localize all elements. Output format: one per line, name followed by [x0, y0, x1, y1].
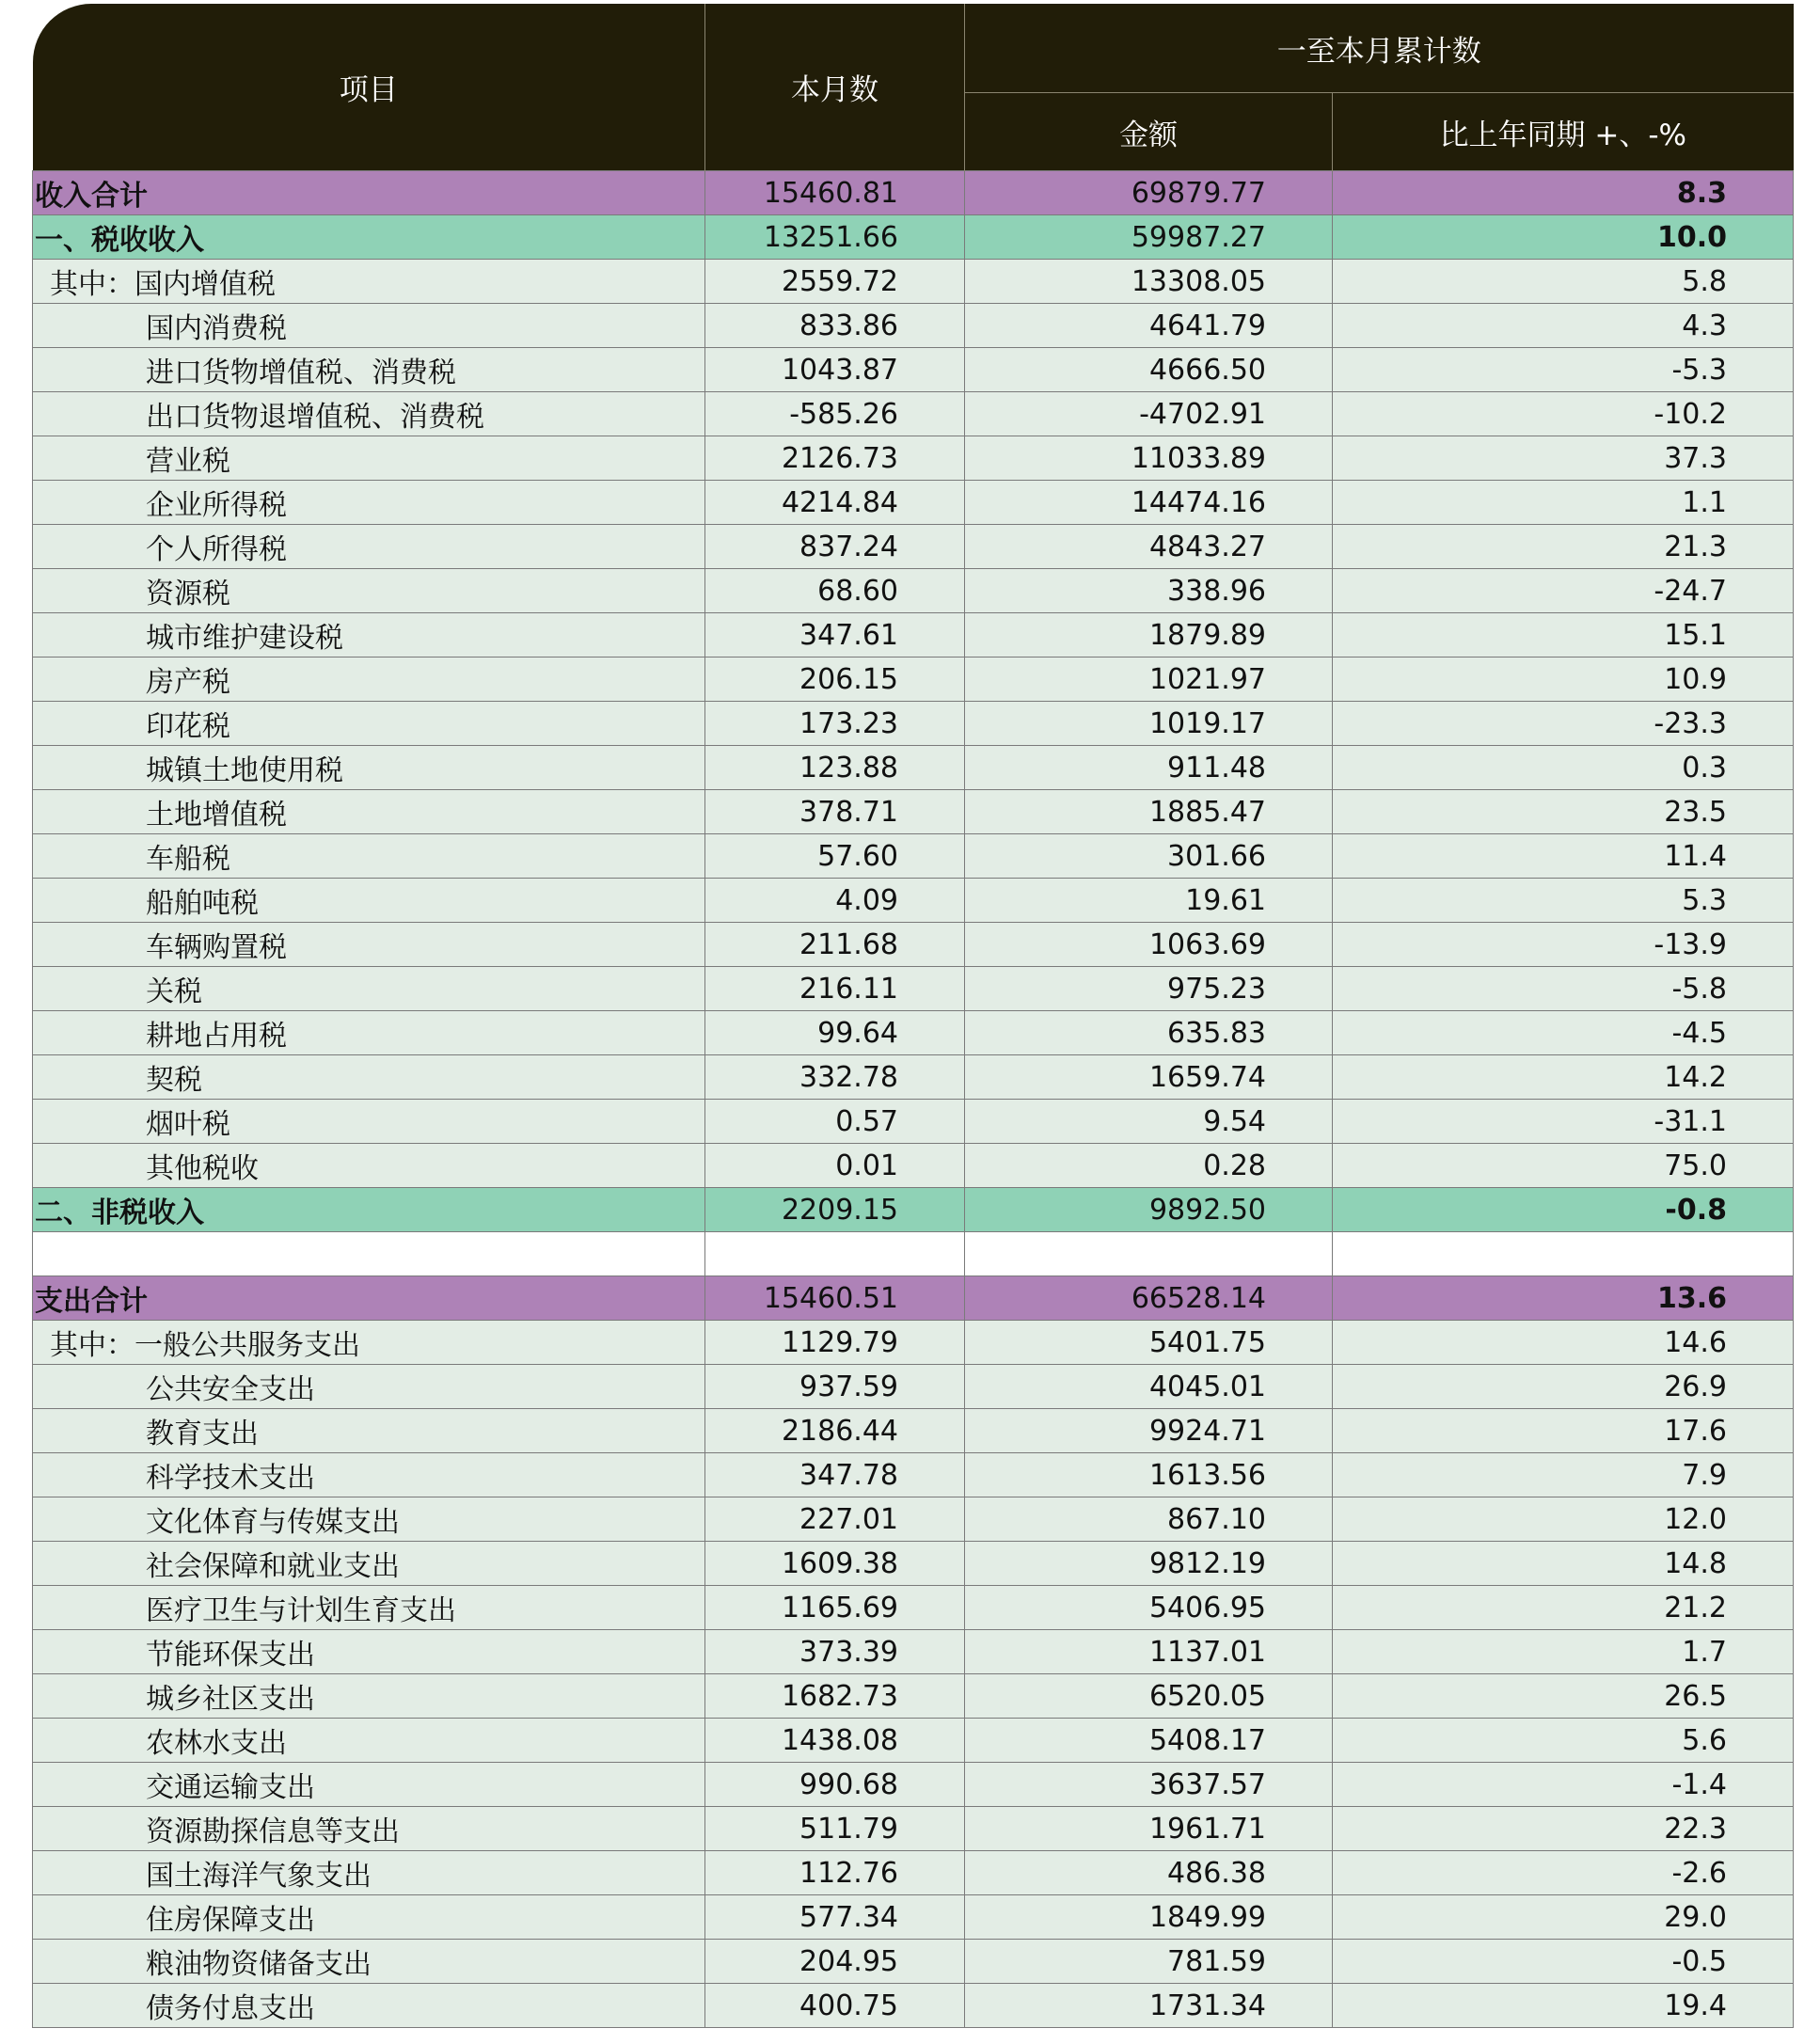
month-value: 216.11	[705, 967, 965, 1011]
row-label: 企业所得税	[33, 481, 705, 525]
row-label: 船舶吨税	[33, 879, 705, 923]
month-value: 1043.87	[705, 348, 965, 392]
table-row	[33, 304, 1794, 348]
table-row	[33, 1365, 1794, 1409]
yoy-change: 23.5	[1333, 790, 1794, 834]
yoy-change: 22.3	[1333, 1807, 1794, 1851]
table-row	[33, 436, 1794, 481]
table-row	[33, 702, 1794, 746]
table-header	[33, 4, 1794, 171]
month-value: 68.60	[705, 569, 965, 613]
month-value: 211.68	[705, 923, 965, 967]
cumulative-amount: 59987.27	[965, 215, 1333, 260]
cumulative-amount: 0.28	[965, 1144, 1333, 1188]
month-value: 1129.79	[705, 1321, 965, 1365]
month-value: 577.34	[705, 1895, 965, 1940]
yoy-change: 8.3	[1333, 171, 1794, 215]
row-label: 其他税收	[33, 1144, 705, 1188]
table-row	[33, 1674, 1794, 1719]
month-value: 837.24	[705, 525, 965, 569]
header-item: 项目	[33, 4, 705, 171]
table-row	[33, 1851, 1794, 1895]
fiscal-table	[32, 4, 1794, 2028]
yoy-change: 19.4	[1333, 1984, 1794, 2028]
yoy-change: 12.0	[1333, 1497, 1794, 1542]
yoy-change: -0.5	[1333, 1940, 1794, 1984]
row-label: 关税	[33, 967, 705, 1011]
cumulative-amount: 4045.01	[965, 1365, 1333, 1409]
month-value: 4214.84	[705, 481, 965, 525]
yoy-change: 11.4	[1333, 834, 1794, 879]
table-row	[33, 1100, 1794, 1144]
month-value: 1438.08	[705, 1719, 965, 1763]
month-value: 15460.51	[705, 1276, 965, 1321]
yoy-change: -31.1	[1333, 1100, 1794, 1144]
cumulative-amount: 9.54	[965, 1100, 1333, 1144]
yoy-change: -23.3	[1333, 702, 1794, 746]
row-label: 医疗卫生与计划生育支出	[33, 1586, 705, 1630]
yoy-change: -5.8	[1333, 967, 1794, 1011]
row-label: 住房保障支出	[33, 1895, 705, 1940]
month-value: 400.75	[705, 1984, 965, 2028]
row-label: 烟叶税	[33, 1100, 705, 1144]
cumulative-amount: 486.38	[965, 1851, 1333, 1895]
month-value: 123.88	[705, 746, 965, 790]
cumulative-amount: -4702.91	[965, 392, 1333, 436]
yoy-change: 14.6	[1333, 1321, 1794, 1365]
category-row	[33, 1188, 1794, 1232]
yoy-change	[1333, 1232, 1794, 1276]
cumulative-amount: 911.48	[965, 746, 1333, 790]
table-row	[33, 348, 1794, 392]
row-label: 契税	[33, 1055, 705, 1100]
month-value: 2559.72	[705, 260, 965, 304]
yoy-change: -4.5	[1333, 1011, 1794, 1055]
month-value: 112.76	[705, 1851, 965, 1895]
category-row	[33, 215, 1794, 260]
yoy-change: 21.2	[1333, 1586, 1794, 1630]
month-value: 204.95	[705, 1940, 965, 1984]
table-row	[33, 260, 1794, 304]
month-value: 373.39	[705, 1630, 965, 1674]
cumulative-amount	[965, 1232, 1333, 1276]
month-value: 173.23	[705, 702, 965, 746]
yoy-change: 5.3	[1333, 879, 1794, 923]
cumulative-amount: 9812.19	[965, 1542, 1333, 1586]
cumulative-amount: 781.59	[965, 1940, 1333, 1984]
month-value: 1165.69	[705, 1586, 965, 1630]
cumulative-amount: 5401.75	[965, 1321, 1333, 1365]
table-row	[33, 879, 1794, 923]
cumulative-amount: 66528.14	[965, 1276, 1333, 1321]
yoy-change: -5.3	[1333, 348, 1794, 392]
cumulative-amount: 4641.79	[965, 304, 1333, 348]
cumulative-amount: 14474.16	[965, 481, 1333, 525]
row-label: 社会保障和就业支出	[33, 1542, 705, 1586]
yoy-change: -0.8	[1333, 1188, 1794, 1232]
yoy-change: 4.3	[1333, 304, 1794, 348]
month-value: 13251.66	[705, 215, 965, 260]
yoy-change: 29.0	[1333, 1895, 1794, 1940]
row-label: 资源税	[33, 569, 705, 613]
total-row	[33, 1276, 1794, 1321]
cumulative-amount: 1731.34	[965, 1984, 1333, 2028]
yoy-change: -2.6	[1333, 1851, 1794, 1895]
month-value: 2126.73	[705, 436, 965, 481]
table-row	[33, 569, 1794, 613]
yoy-change: 7.9	[1333, 1453, 1794, 1497]
table-body	[33, 171, 1794, 2028]
cumulative-amount: 3637.57	[965, 1763, 1333, 1807]
yoy-change: 1.7	[1333, 1630, 1794, 1674]
yoy-change: 75.0	[1333, 1144, 1794, 1188]
table-row	[33, 746, 1794, 790]
cumulative-amount: 9924.71	[965, 1409, 1333, 1453]
yoy-change: 26.9	[1333, 1365, 1794, 1409]
cumulative-amount: 4843.27	[965, 525, 1333, 569]
header-amount: 金额	[965, 93, 1333, 171]
yoy-change: -1.4	[1333, 1763, 1794, 1807]
month-value: 1609.38	[705, 1542, 965, 1586]
table-row	[33, 613, 1794, 658]
table-row	[33, 1453, 1794, 1497]
yoy-change: 13.6	[1333, 1276, 1794, 1321]
month-value: 0.57	[705, 1100, 965, 1144]
row-label: 文化体育与传媒支出	[33, 1497, 705, 1542]
table-row	[33, 1630, 1794, 1674]
spacer-row	[33, 1232, 1794, 1276]
row-label: 交通运输支出	[33, 1763, 705, 1807]
yoy-change: 21.3	[1333, 525, 1794, 569]
row-label: 营业税	[33, 436, 705, 481]
cumulative-amount: 19.61	[965, 879, 1333, 923]
table-row	[33, 1409, 1794, 1453]
row-label: 一、税收收入	[33, 215, 705, 260]
yoy-change: -10.2	[1333, 392, 1794, 436]
cumulative-amount: 338.96	[965, 569, 1333, 613]
table-row	[33, 525, 1794, 569]
row-label: 个人所得税	[33, 525, 705, 569]
yoy-change: 10.0	[1333, 215, 1794, 260]
yoy-change: 5.6	[1333, 1719, 1794, 1763]
yoy-change: 0.3	[1333, 746, 1794, 790]
cumulative-amount: 11033.89	[965, 436, 1333, 481]
cumulative-amount: 13308.05	[965, 260, 1333, 304]
yoy-change: 15.1	[1333, 613, 1794, 658]
row-label	[33, 1232, 705, 1276]
table-row	[33, 1011, 1794, 1055]
table-row	[33, 1497, 1794, 1542]
row-label: 债务付息支出	[33, 1984, 705, 2028]
month-value: 2209.15	[705, 1188, 965, 1232]
cumulative-amount: 6520.05	[965, 1674, 1333, 1719]
month-value: 4.09	[705, 879, 965, 923]
yoy-change: 14.2	[1333, 1055, 1794, 1100]
row-label: 科学技术支出	[33, 1453, 705, 1497]
row-label: 教育支出	[33, 1409, 705, 1453]
table-row	[33, 1807, 1794, 1851]
table-row	[33, 1719, 1794, 1763]
month-value: 833.86	[705, 304, 965, 348]
row-label: 耕地占用税	[33, 1011, 705, 1055]
row-label: 房产税	[33, 658, 705, 702]
yoy-change: 26.5	[1333, 1674, 1794, 1719]
row-label: 城镇土地使用税	[33, 746, 705, 790]
cumulative-amount: 69879.77	[965, 171, 1333, 215]
cumulative-amount: 1021.97	[965, 658, 1333, 702]
row-label: 其中：国内增值税	[33, 260, 705, 304]
row-label: 农林水支出	[33, 1719, 705, 1763]
month-value: 15460.81	[705, 171, 965, 215]
row-label: 出口货物退增值税、消费税	[33, 392, 705, 436]
month-value: 227.01	[705, 1497, 965, 1542]
table-row	[33, 1984, 1794, 2028]
month-value: 57.60	[705, 834, 965, 879]
cumulative-amount: 1879.89	[965, 613, 1333, 658]
row-label: 国土海洋气象支出	[33, 1851, 705, 1895]
table-row	[33, 1763, 1794, 1807]
month-value: 347.78	[705, 1453, 965, 1497]
cumulative-amount: 1137.01	[965, 1630, 1333, 1674]
row-label: 支出合计	[33, 1276, 705, 1321]
cumulative-amount: 5406.95	[965, 1586, 1333, 1630]
table-row	[33, 1895, 1794, 1940]
table-row	[33, 1542, 1794, 1586]
month-value: 0.01	[705, 1144, 965, 1188]
row-label: 公共安全支出	[33, 1365, 705, 1409]
row-label: 印花税	[33, 702, 705, 746]
yoy-change: 17.6	[1333, 1409, 1794, 1453]
cumulative-amount: 1659.74	[965, 1055, 1333, 1100]
table-row	[33, 834, 1794, 879]
yoy-change: 1.1	[1333, 481, 1794, 525]
header-yoy: 比上年同期 +、-%	[1333, 93, 1794, 171]
month-value	[705, 1232, 965, 1276]
total-row	[33, 171, 1794, 215]
cumulative-amount: 301.66	[965, 834, 1333, 879]
yoy-change: 14.8	[1333, 1542, 1794, 1586]
cumulative-amount: 1613.56	[965, 1453, 1333, 1497]
header-cumulative: 一至本月累计数	[965, 4, 1794, 93]
row-label: 城乡社区支出	[33, 1674, 705, 1719]
row-label: 国内消费税	[33, 304, 705, 348]
row-label: 粮油物资储备支出	[33, 1940, 705, 1984]
month-value: 99.64	[705, 1011, 965, 1055]
month-value: 937.59	[705, 1365, 965, 1409]
cumulative-amount: 5408.17	[965, 1719, 1333, 1763]
month-value: 332.78	[705, 1055, 965, 1100]
month-value: 990.68	[705, 1763, 965, 1807]
table-row	[33, 481, 1794, 525]
yoy-change: 5.8	[1333, 260, 1794, 304]
table-row	[33, 790, 1794, 834]
cumulative-amount: 4666.50	[965, 348, 1333, 392]
table-row	[33, 1321, 1794, 1365]
table-row	[33, 658, 1794, 702]
month-value: 378.71	[705, 790, 965, 834]
row-label: 车辆购置税	[33, 923, 705, 967]
table-row	[33, 1586, 1794, 1630]
table-row	[33, 1940, 1794, 1984]
row-label: 收入合计	[33, 171, 705, 215]
cumulative-amount: 1063.69	[965, 923, 1333, 967]
table-row	[33, 392, 1794, 436]
table-row	[33, 1144, 1794, 1188]
row-label: 二、非税收入	[33, 1188, 705, 1232]
row-label: 土地增值税	[33, 790, 705, 834]
month-value: 511.79	[705, 1807, 965, 1851]
month-value: -585.26	[705, 392, 965, 436]
row-label: 其中：一般公共服务支出	[33, 1321, 705, 1365]
cumulative-amount: 1961.71	[965, 1807, 1333, 1851]
month-value: 206.15	[705, 658, 965, 702]
table-row	[33, 967, 1794, 1011]
cumulative-amount: 1019.17	[965, 702, 1333, 746]
cumulative-amount: 1849.99	[965, 1895, 1333, 1940]
yoy-change: -13.9	[1333, 923, 1794, 967]
cumulative-amount: 9892.50	[965, 1188, 1333, 1232]
cumulative-amount: 975.23	[965, 967, 1333, 1011]
table-row	[33, 923, 1794, 967]
cumulative-amount: 867.10	[965, 1497, 1333, 1542]
row-label: 资源勘探信息等支出	[33, 1807, 705, 1851]
yoy-change: 10.9	[1333, 658, 1794, 702]
yoy-change: -24.7	[1333, 569, 1794, 613]
table-row	[33, 1055, 1794, 1100]
month-value: 2186.44	[705, 1409, 965, 1453]
fiscal-table-container	[32, 4, 1793, 2028]
month-value: 347.61	[705, 613, 965, 658]
row-label: 节能环保支出	[33, 1630, 705, 1674]
cumulative-amount: 635.83	[965, 1011, 1333, 1055]
row-label: 车船税	[33, 834, 705, 879]
header-month: 本月数	[705, 4, 965, 171]
row-label: 进口货物增值税、消费税	[33, 348, 705, 392]
month-value: 1682.73	[705, 1674, 965, 1719]
row-label: 城市维护建设税	[33, 613, 705, 658]
cumulative-amount: 1885.47	[965, 790, 1333, 834]
yoy-change: 37.3	[1333, 436, 1794, 481]
